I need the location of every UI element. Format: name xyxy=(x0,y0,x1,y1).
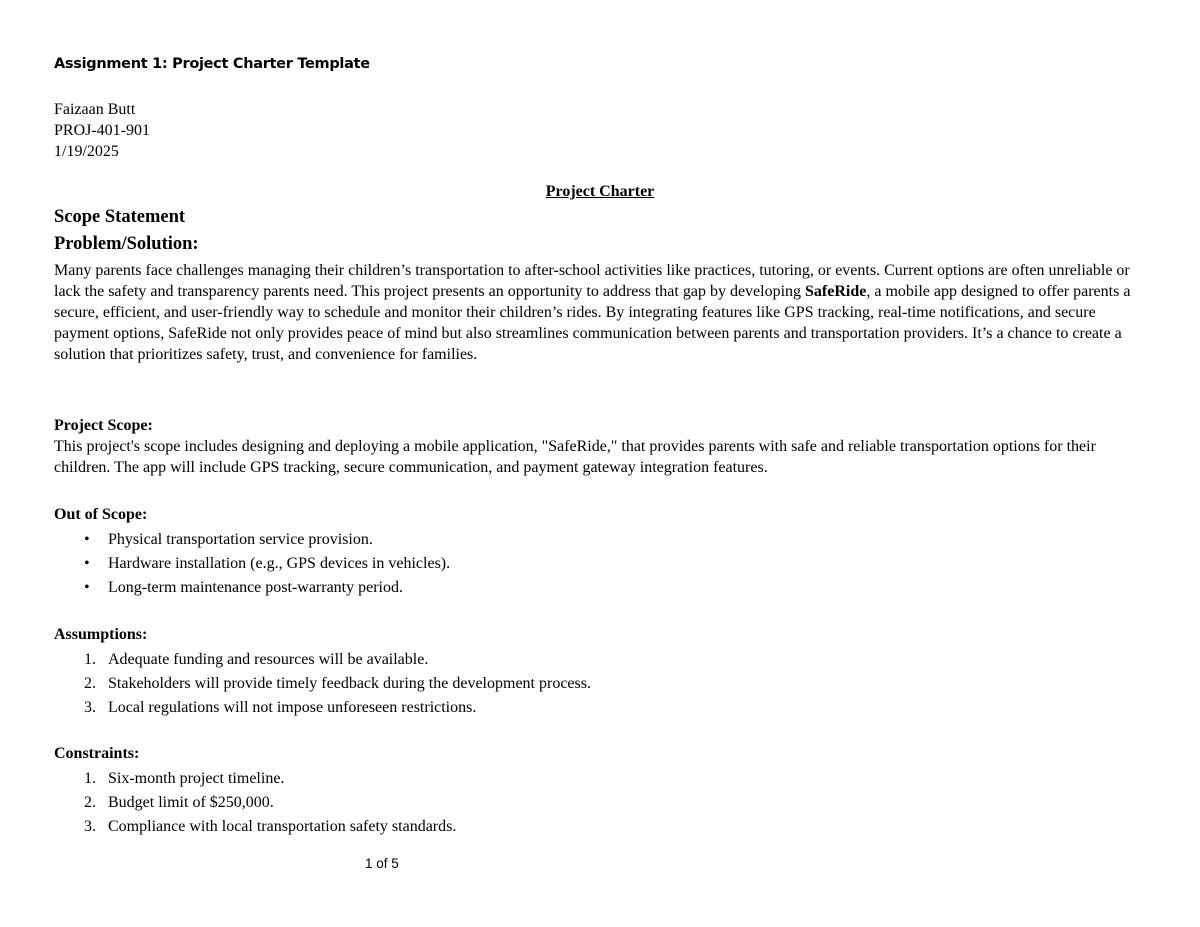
problem-solution-heading: Problem/Solution: xyxy=(54,234,199,254)
list-item xyxy=(54,576,1146,600)
project-scope-paragraph: This project's scope includes designing and deploying a mobile application, "SafeRide," that provides parents with safe and reliable transportation options for their children. The app will include GPS tracking, secure communication, and payment gateway integration features. xyxy=(54,438,1096,476)
assignment-title: Assignment 1: Project Charter Template xyxy=(54,56,370,72)
list-number: 2. xyxy=(84,675,96,692)
problem-text-after: , a mobile app designed to offer parents a secure, efficient, and user-friendly way to schedule and monitor their children’s rides. By integrating features like GPS tracking, real-time notifications, and secure payment options, SafeRide not only provides peace of mind but also streamlines communication between parents and transportation providers. It’s a chance to create a solution that prioritizes safety, trust, and convenience for families. xyxy=(54,283,1131,363)
scope-statement-heading: Scope Statement xyxy=(54,207,186,227)
document-page xyxy=(54,0,1146,927)
bullet-icon: • xyxy=(84,579,90,596)
page-indicator: 1 of 5 xyxy=(365,856,399,871)
problem-text-before: Many parents face challenges managing their children’s transportation to after-school activities like practices, tutoring, or events. Current options are often unreliable or lack the safety and transparency parents need. This project presents an opportunity to address that gap by developing xyxy=(54,262,1130,300)
charter-title: Project Charter xyxy=(545,183,655,200)
list-item xyxy=(54,648,1146,672)
project-scope-heading: Project Scope: xyxy=(54,417,153,434)
list-number: 3. xyxy=(84,818,96,835)
bullet-icon: • xyxy=(84,555,90,572)
assumptions-heading: Assumptions: xyxy=(54,626,148,643)
problem-solution-paragraph xyxy=(54,260,1146,365)
list-item xyxy=(54,528,1146,552)
assumptions-section xyxy=(54,624,1146,720)
document-date: 1/19/2025 xyxy=(54,143,119,160)
constraints-list xyxy=(54,767,1146,839)
list-item xyxy=(54,767,1146,791)
out-of-scope-heading: Out of Scope: xyxy=(54,506,148,523)
list-item-text: Local regulations will not impose unforeseen restrictions. xyxy=(108,699,477,716)
assumptions-list xyxy=(54,648,1146,720)
list-number: 2. xyxy=(84,794,96,811)
constraints-section xyxy=(54,743,1146,839)
list-item xyxy=(54,552,1146,576)
list-item-text: Hardware installation (e.g., GPS devices in vehicles). xyxy=(108,555,451,572)
course-code: PROJ-401-901 xyxy=(54,122,151,139)
list-number: 3. xyxy=(84,699,96,716)
list-item-text: Adequate funding and resources will be available. xyxy=(108,651,429,668)
out-of-scope-section xyxy=(54,504,1146,600)
list-item-text: Six-month project timeline. xyxy=(108,770,285,787)
author-name: Faizaan Butt xyxy=(54,101,136,118)
bullet-icon: • xyxy=(84,531,90,548)
list-item-text: Budget limit of $250,000. xyxy=(108,794,274,811)
project-scope-section xyxy=(54,415,1146,478)
list-item xyxy=(54,815,1146,839)
list-item-text: Stakeholders will provide timely feedback during the development process. xyxy=(108,675,591,692)
list-item xyxy=(54,696,1146,720)
list-item xyxy=(54,672,1146,696)
list-item-text: Long-term maintenance post-warranty period. xyxy=(108,579,403,596)
list-number: 1. xyxy=(84,651,96,668)
list-number: 1. xyxy=(84,770,96,787)
app-name: SafeRide xyxy=(805,283,867,300)
list-item-text: Compliance with local transportation safety standards. xyxy=(108,818,457,835)
constraints-heading: Constraints: xyxy=(54,745,140,762)
list-item-text: Physical transportation service provision. xyxy=(108,531,373,548)
author-block xyxy=(54,99,150,162)
list-item xyxy=(54,791,1146,815)
out-of-scope-list xyxy=(54,528,1146,600)
